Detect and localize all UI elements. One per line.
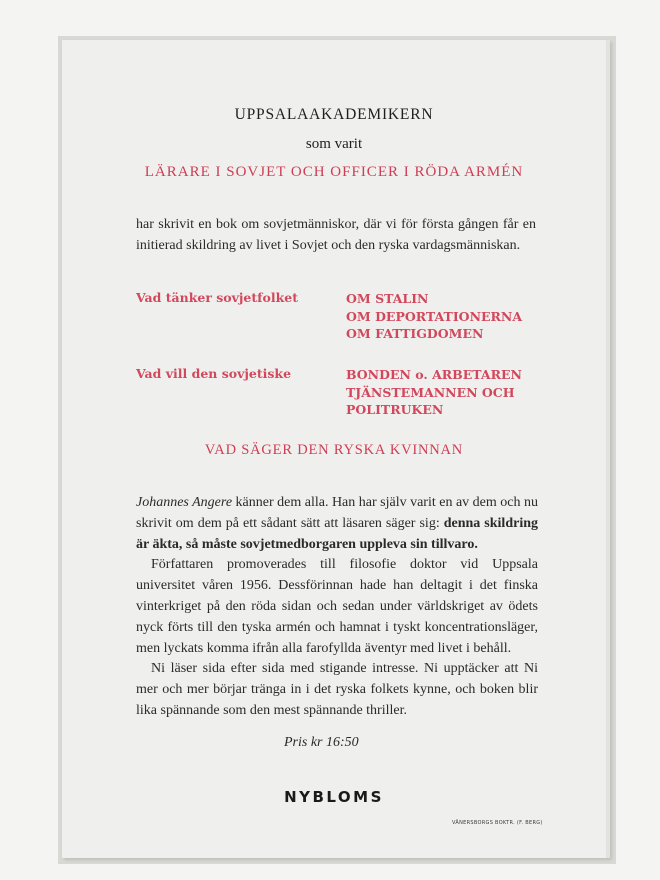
paragraph-3: Ni läser sida efter sida med stigande intresse. Ni upptäcker att Ni mer och mer börjar tränga in i det ryska folkets kynne, och boken blir lika spännande som den mest spännande thriller. — [136, 661, 538, 718]
paragraph-1-bold: denna skildring är äkta, så måste sovjetmedborgaren uppleva sin tillvaro. — [136, 515, 538, 552]
question-2-right — [346, 366, 522, 419]
question-1-line: OM DEPORTATIONERNA — [346, 308, 523, 324]
paragraph-1-text: känner dem alla. Han har själv varit en av dem och nu skrivit om dem på ett sådant sätt att läsaren säger sig: — [136, 495, 539, 531]
publisher-logo: NYBLOMS — [284, 788, 384, 806]
price: Pris kr 16:50 — [284, 735, 359, 750]
body-text — [136, 493, 538, 722]
heading-uppsalaakademikern: UPPSALAAKADEMIKERN — [234, 106, 434, 123]
intro-paragraph: har skrivit en bok om sovjetmänniskor, där vi för första gången får en initierad skildring av livet i Sovjet och den ryska vardagsmänniskan. — [136, 217, 536, 253]
heading-som-varit: som varit — [305, 136, 363, 152]
question-1-left: Vad tänker sovjetfolket — [136, 290, 298, 305]
book-back-cover — [62, 40, 610, 858]
question-1-line: OM STALIN — [346, 291, 429, 306]
question-1-line: OM FATTIGDOMEN — [346, 326, 484, 341]
question-2-line: POLITRUKEN — [346, 402, 444, 417]
red-headline: LÄRARE I SOVJET OCH OFFICER I RÖDA ARMÉN — [144, 164, 524, 180]
question-2-line: BONDEN o. ARBETAREN — [346, 367, 522, 382]
paragraph-2: Författaren promoverades till filosofie doktor vid Uppsala universitet våren 1956. Dessförinnan hade han deltagit i det finska vinterkriget på den röda sidan och sedan under världskriget av ödets nyck förts till den tyska armén och hamnat i tyskt koncentrationsläger, men lyckats komma ifrån alla farofyllda äventyr med livet i behåll. — [136, 557, 538, 656]
author-name: Johannes Angere — [136, 495, 233, 510]
printer-credit: VÄNERSBORGS BOKTR. (F. BERG) — [452, 820, 543, 826]
question-2-line: TJÄNSTEMANNEN OCH — [346, 384, 515, 400]
question-2-left: Vad vill den sovjetiske — [136, 366, 292, 381]
question-3: VAD SÄGER DEN RYSKA KVINNAN — [204, 442, 464, 458]
paragraph-1 — [136, 493, 538, 555]
question-1-right — [346, 290, 522, 343]
